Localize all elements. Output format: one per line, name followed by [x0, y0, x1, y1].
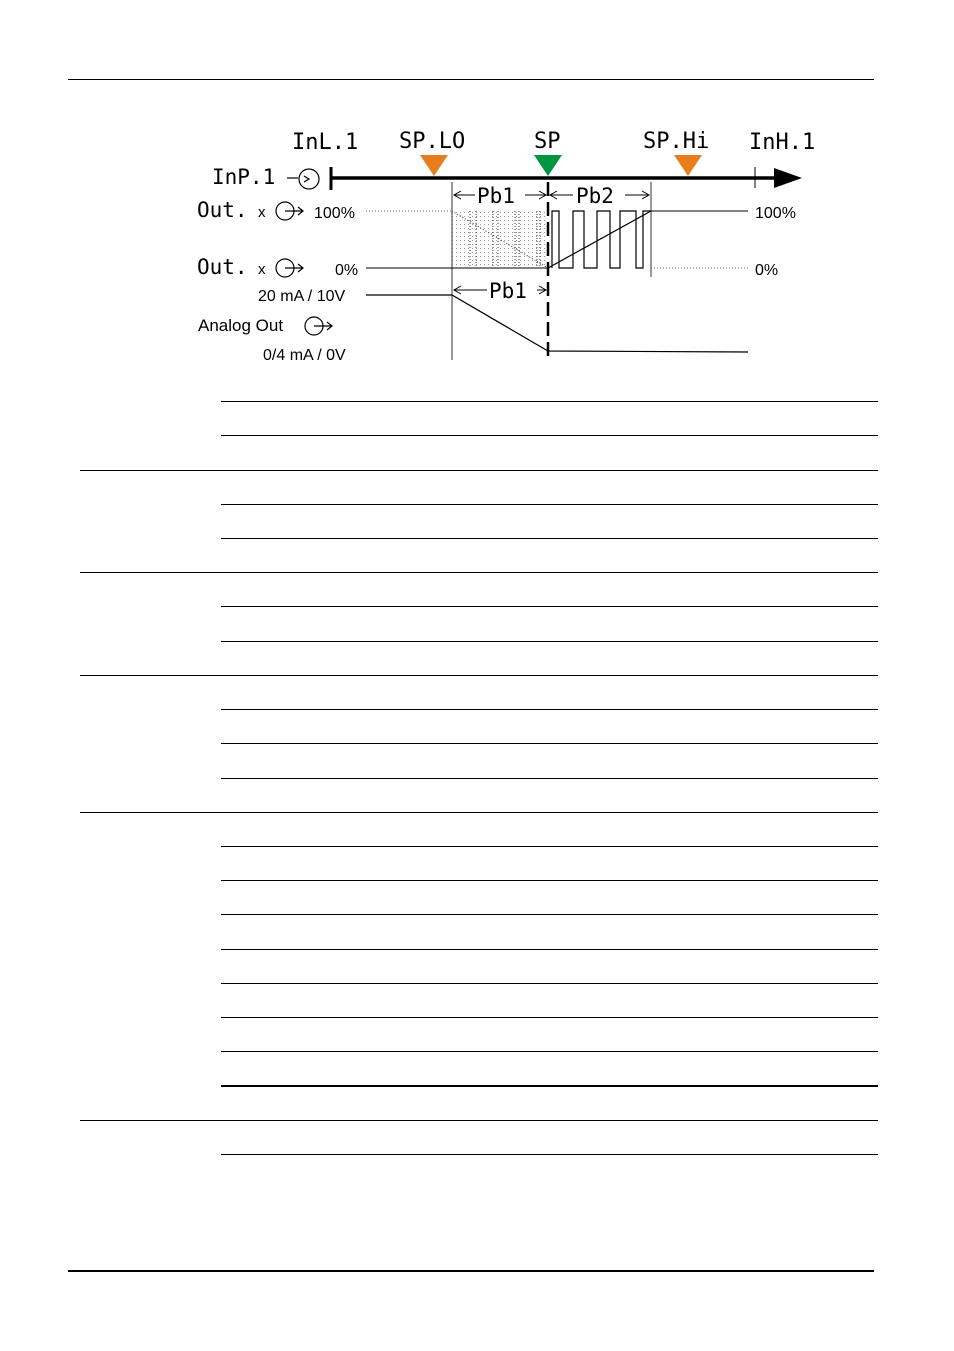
table-row-rule [221, 880, 878, 881]
sphi-marker [674, 155, 702, 176]
table-row-rule [221, 709, 878, 710]
table-row-rule [221, 914, 878, 915]
table-group-rule [80, 572, 878, 573]
table-row-rule [221, 983, 878, 984]
out-bottom-pct-left: 0% [335, 262, 359, 279]
sp-marker [534, 155, 562, 176]
table-row-rule [221, 538, 878, 539]
table-group-rule [80, 812, 878, 813]
table-group-rule [80, 470, 878, 471]
table-row-rule [221, 401, 878, 402]
splo-label: SP.LO [399, 129, 466, 154]
analog-low-label: 0/4 mA / 0V [263, 347, 346, 364]
pb1-analog-label: Pb1 [489, 279, 527, 303]
inp-label: InP.1 [212, 165, 276, 189]
out-top-pct-right: 100% [755, 205, 796, 222]
table-row-rule [221, 778, 878, 779]
table-row-rule [221, 743, 878, 744]
table-row-rule [221, 1154, 878, 1155]
analog-high-label: 20 mA / 10V [258, 288, 346, 305]
pb2-label: Pb2 [576, 184, 614, 208]
control-diagram [0, 0, 954, 400]
table-row-rule [221, 1085, 878, 1087]
table-row-rule [221, 1051, 878, 1052]
table-group-rule [80, 1120, 878, 1121]
sphi-label: SP.Hi [643, 129, 710, 154]
table-row-rule [221, 846, 878, 847]
out-top-pct-left: 100% [314, 205, 355, 222]
footer-rule [68, 1270, 874, 1272]
out-top-label: Out. [197, 198, 248, 222]
table-group-rule [80, 675, 878, 676]
sp-label: SP [534, 129, 561, 154]
table-row-rule [221, 435, 878, 436]
input-symbol-arrow [304, 176, 309, 182]
pb1-hatch-area [452, 211, 548, 268]
out-top-x: x [258, 204, 266, 221]
analog-output-curve [366, 295, 748, 352]
pb1-label: Pb1 [477, 184, 515, 208]
analog-out-label: Analog Out [198, 316, 284, 335]
out-bottom-x: x [258, 261, 266, 278]
splo-marker [420, 155, 448, 176]
inh-label: InH.1 [749, 130, 816, 155]
table-row-rule [221, 949, 878, 950]
input-axis-arrowhead [774, 168, 802, 188]
table-row-rule [221, 1017, 878, 1018]
inl-label: InL.1 [292, 130, 359, 155]
out-bottom-pct-right: 0% [755, 262, 779, 279]
table-row-rule [221, 504, 878, 505]
out-bottom-label: Out. [197, 255, 248, 279]
table-row-rule [221, 641, 878, 642]
table-row-rule [221, 606, 878, 607]
